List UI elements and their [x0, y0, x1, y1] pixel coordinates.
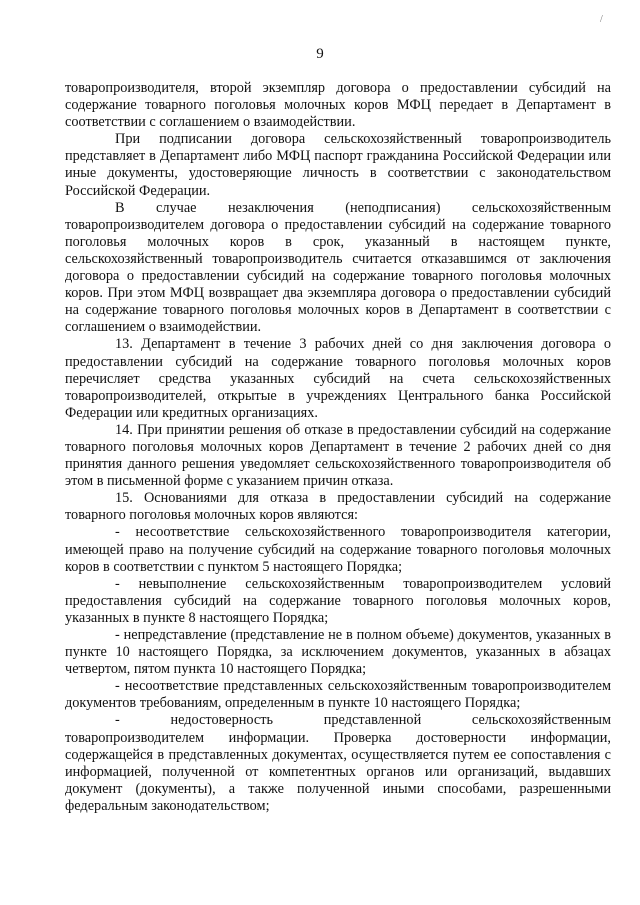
paragraph: 13. Департамент в течение 3 рабочих дней со дня заключения договора о предоставлении субсидий на содержание товарного поголовья молочных коров перечисляет средства указанных субсидий на счета сельскохозяйственных товаропроизводителей, открытые в учреждениях Центрального банка Российской Федерации или кредитных организациях. [65, 336, 611, 421]
paragraph: товаропроизводителя, второй экземпляр договора о предоставлении субсидий на содержание товарного поголовья молочных коров МФЦ передает в Департамент в соответствии с соглашением о взаимодействии. [65, 80, 611, 131]
paragraph: - невыполнение сельскохозяйственным товаропроизводителем условий предоставления субсидий на содержание товарного поголовья молочных коров, указанных в пункте 8 настоящего Порядка; [65, 575, 611, 626]
paragraph: - несоответствие сельскохозяйственного товаропроизводителя категории, имеющей право на получение субсидий на содержание товарного поголовья молочных коров в соответствии с пунктом 5 настоящего Порядка; [65, 524, 611, 575]
paragraph: - несоответствие представленных сельскохозяйственным товаропроизводителем документов требованиям, определенным в пункте 10 настоящего Порядка; [65, 678, 611, 712]
paragraph: - непредставление (представление не в полном объеме) документов, указанных в пункте 10 настоящего Порядка, за исключением документов, указанных в абзацах четвертом, пятом пункта 10 настоящего Порядка; [65, 627, 611, 678]
page-number: 9 [316, 46, 324, 62]
document-body [65, 80, 611, 815]
paragraph: - недостоверность представленной сельскохозяйственным товаропроизводителем информации. Проверка достоверности информации, содержащейся в представленных документах, осуществляется путем ее сопоставления с информацией, полученной от компетентных органов или организаций, выдавших документ (документы), а также полученной иными способами, разрешенными федеральным законодательством; [65, 712, 611, 814]
paragraph: В случае незаключения (неподписания) сельскохозяйственным товаропроизводителем договора о предоставлении субсидий на содержание товарного поголовья молочных коров в срок, указанный в настоящем пункте, сельскохозяйственный товаропроизводитель считается отказавшимся от заключения договора о предоставлении субсидий на содержание товарного поголовья молочных коров. При этом МФЦ возвращает два экземпляра договора о предоставлении субсидий на содержание товарного поголовья молочных коров в Департамент в соответствии с соглашением о взаимодействии. [65, 199, 611, 336]
corner-mark: / [600, 14, 603, 25]
paragraph: 14. При принятии решения об отказе в предоставлении субсидий на содержание товарного поголовья молочных коров Департамент в течение 2 рабочих дней со дня принятия данного решения уведомляет сельскохозяйственного товаропроизводителя об этом в письменной форме с указанием причин отказа. [65, 421, 611, 490]
paragraph: При подписании договора сельскохозяйственный товаропроизводитель представляет в Департамент либо МФЦ паспорт гражданина Российской Федерации или иные документы, удостоверяющие личность в соответствии с законодательством Российской Федерации. [65, 131, 611, 199]
paragraph: 15. Основаниями для отказа в предоставлении субсидий на содержание товарного поголовья молочных коров являются: [65, 490, 611, 524]
